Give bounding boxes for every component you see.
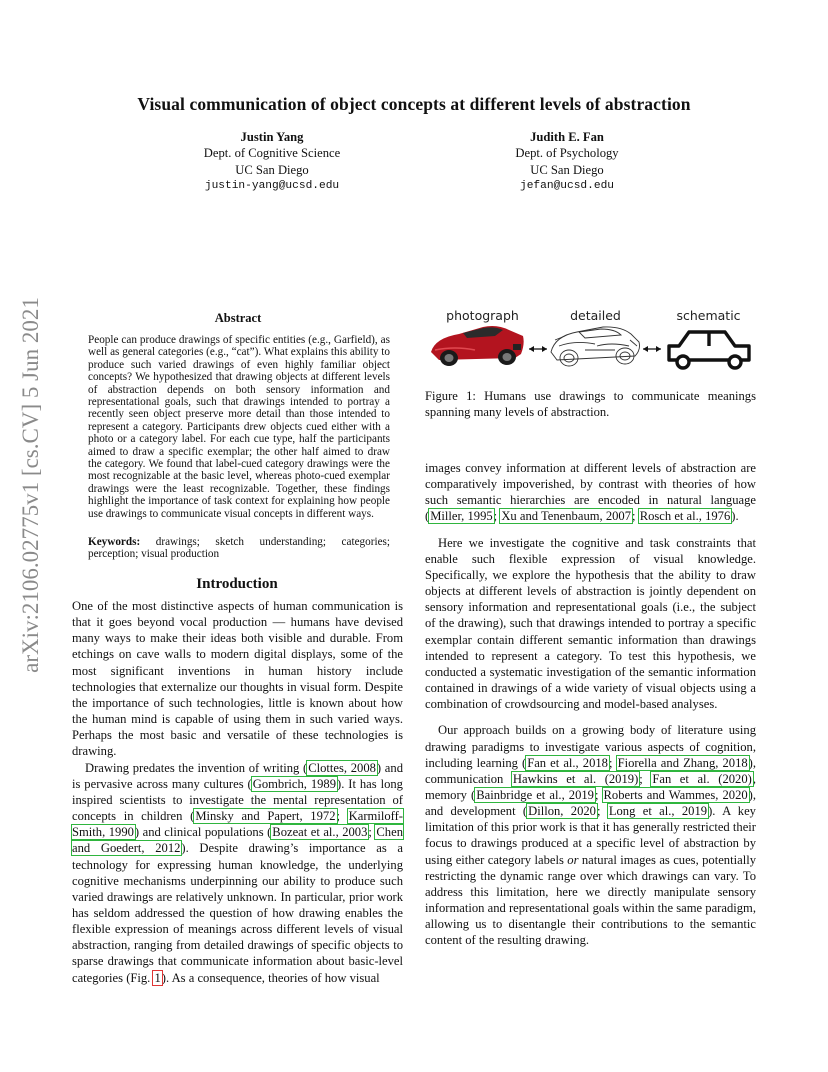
text-run: images convey information at different levels of abstraction are comparatively impoverished, by contrast with theories of how such semantic hierarchies are encoded in natural language ( [425,461,756,524]
schematic-car-icon [669,332,749,368]
abstract-text: People can produce drawings of specific entities (e.g., Garfield), as well as general categories (e.g., “cat”). What explains this ability to produce such varied drawings of even highly familiar object concepts? We hypothesized that drawing objects at different levels of abstraction depends on both sensory information and representational goals, such that drawings intended to portray a recently seen object preserve more detail than those intended to represent a category. Participants drew objects cued either with a photo or a category label. For each cue type, half the participants aimed to draw a specific exemplar; the other half aimed to draw the category. We found that label-cued category drawings were the most recognizable at the basic level, whereas photo-cued exemplar drawings were the least recognizable. Together, these findings highlight the importance of task context for explaining how people use drawings to communicate visual concepts in different ways. [88,334,390,520]
author-name: Justin Yang [240,130,304,144]
citation-link[interactable]: Miller, 1995 [430,509,493,524]
keywords-label: Keywords: [88,536,141,548]
text-run: ). Despite drawing’s importance as a technology for expressing human knowledge, the underlying cognitive mechanisms underpinning our ability to produce such varied drawings are relatively unknown. In particular, prior work has seldom addressed the question of how drawing enables the flexible expression of meanings across different levels of visual abstraction, ranging from detailed drawings of specific objects to sparse drawings that communicate information about basic-level categories (Fig. [72,841,403,985]
arxiv-id: arXiv:2106.02775v1 [cs.CV] 5 Jun 2021 [18,297,43,673]
author-affiliation: UC San Diego [235,162,309,177]
paragraph [425,722,756,948]
text-run: ). [731,509,739,524]
citation-link[interactable]: Fan et al. (2020) [652,771,752,786]
citation-link[interactable]: Gombrich, 1989 [252,776,337,791]
author-email[interactable]: justin-yang@ucsd.edu [204,179,340,192]
text-run: Drawing predates the invention of writing ( [85,760,308,775]
author-block-2 [437,129,697,194]
author-dept: Dept. of Cognitive Science [203,146,341,161]
text-run: , memory ( [425,771,756,802]
text-run: ; [596,804,608,819]
paper-title: Visual communication of object concepts at different levels of abstraction [137,94,691,114]
detailed-sketch-car [551,327,640,366]
figure-label-photograph: photograph [446,308,519,323]
citation-link[interactable]: Rosch et al., 1976 [639,509,731,524]
section-heading-introduction: Introduction [196,576,278,592]
citation-link[interactable]: Long et al., 2019 [608,804,708,819]
author-block-1 [142,129,402,194]
text-run: ), and development ( [425,787,757,819]
figure-label-schematic: schematic [676,308,741,323]
text-run: ) and is pervasive across many cultures ( [72,760,403,791]
citation-link[interactable]: Clottes, 2008 [308,760,376,775]
figure-ref-link[interactable]: 1 [154,970,161,985]
double-arrow-icon [643,346,661,352]
text-run: ). It has long inspired scientists to investigate the mental representation of concepts in children ( [72,776,403,824]
citation-link[interactable]: Hawkins et al. (2019) [512,771,639,786]
text-run: ; [368,825,376,840]
citation-link[interactable]: Bainbridge et al., 2019 [476,787,594,802]
author-affiliation: UC San Diego [530,162,604,177]
text-run: natural images as cues, potentially restricting the dynamic range over which drawings can vary. To address this limitation, here we directly manipulate sensory information and representational goals within the same paradigm, allowing us to disentangle their contributions to the semantic content of the resulting drawing. [425,852,756,948]
citation-link[interactable]: Roberts and Wammes, 2020 [603,787,748,802]
keywords [88,536,390,561]
citation-link[interactable]: Chen and Goedert, 2012 [72,825,403,856]
author-dept: Dept. of Psychology [515,146,619,161]
right-column [425,460,756,949]
citation-link[interactable]: Dillon, 2020 [528,804,596,819]
citation-link[interactable]: Bozeat et al., 2003 [272,825,368,840]
emphasis: or [567,852,579,867]
citation-link[interactable]: Xu and Tenenbaum, 2007 [501,509,632,524]
red-car-photo [431,326,524,366]
figure-1 [425,300,757,380]
abstract-heading: Abstract [214,311,262,325]
figure-caption: Figure 1: Humans use drawings to communicate meanings spanning many levels of abstraction. [425,389,756,419]
arxiv-stamp [4,297,58,673]
citation-link[interactable]: Fan et al., 2018 [527,755,608,770]
citation-link[interactable]: Karmiloff-Smith, 1990 [72,809,403,840]
paragraph: Here we investigate the cognitive and task constraints that enable such flexible expression of visual knowledge. Specifically, we explore the hypothesis that the ability to draw objects at different levels of abstraction is jointly dependent on sensory information and representational goals (i.e., the subject of the drawing), such that drawings intended to portray a specific exemplar contain different semantic information than drawings intended to represent a category. To test this hypothesis, we conducted a systematic investigation of the semantic information contained in drawings of a wide variety of visual objects using a combination of crowdsourcing and model-based analyses. [425,535,756,712]
keywords-text: drawings; sketch understanding; categories; perception; visual production [88,536,391,561]
text-run: ; [594,787,603,802]
text-run: ; [608,755,617,770]
author-name: Judith E. Fan [530,130,604,144]
citation-link[interactable]: Minsky and Papert, 1972 [195,809,336,824]
figure-illustration [425,300,757,380]
text-run: ). A key limitation of this prior work is that it has generally restricted their focus to drawings produced at a specific level of abstraction by using either category labels [425,804,756,867]
text-run: ; [336,809,348,824]
text-run: ; [493,509,501,524]
text-run: ; [639,771,652,786]
figure-label-detailed: detailed [570,308,621,323]
author-email[interactable]: jefan@ucsd.edu [520,179,614,192]
text-run: ; [632,509,639,524]
double-arrow-icon [529,346,547,352]
text-run: Our approach builds on a growing body of literature using drawing paradigms to investigate various aspects of cognition, including learning ( [425,723,756,770]
paragraph: One of the most distinctive aspects of human communication is that it goes beyond vocal production — humans have devised many ways to make their ideas both visible and durable. From etchings on cave walls to modern digital displays, some of the most significant inventions in human history include technologies that externalize our thoughts in visual form. Despite the importance of such technologies, little is known about how the human mind is capable of using them in such varied ways. Perhaps the most basic and versatile of these technologies is drawing. [72,599,403,759]
text-run: ), communication [425,755,757,786]
text-run: ). As a consequence, theories of how visual [161,970,380,985]
paragraph [425,460,756,525]
text-run: ) and clinical populations ( [134,825,272,840]
citation-link[interactable]: Fiorella and Zhang, 2018 [617,755,748,770]
paragraph [72,760,403,986]
left-column [72,598,403,986]
